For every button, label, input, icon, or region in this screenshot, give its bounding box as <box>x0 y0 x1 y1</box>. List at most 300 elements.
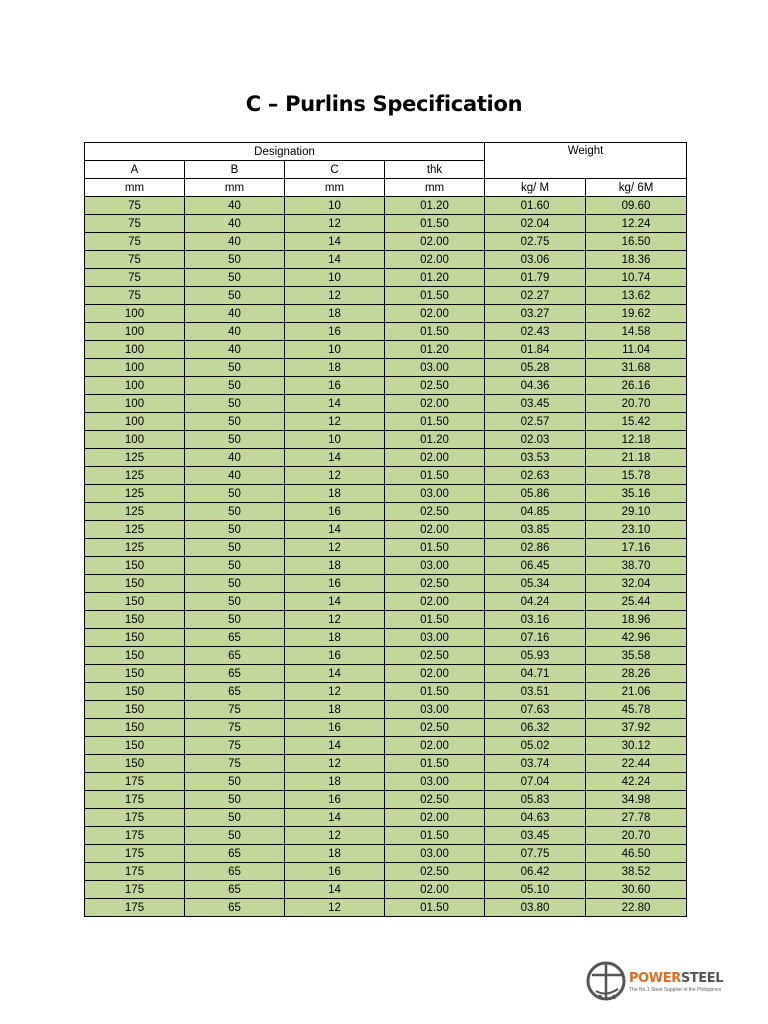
cell-kg-per-m: 05.10 <box>485 881 586 899</box>
cell-b: 65 <box>185 899 285 917</box>
cell-c: 10 <box>285 197 385 215</box>
cell-kg-per-6m: 42.96 <box>586 629 687 647</box>
cell-b: 40 <box>185 197 285 215</box>
cell-c: 18 <box>285 845 385 863</box>
cell-c: 14 <box>285 737 385 755</box>
cell-c: 12 <box>285 755 385 773</box>
cell-kg-per-6m: 09.60 <box>586 197 687 215</box>
cell-b: 50 <box>185 827 285 845</box>
cell-b: 50 <box>185 251 285 269</box>
cell-thk: 03.00 <box>385 359 485 377</box>
cell-a: 175 <box>85 863 185 881</box>
table-row <box>85 647 687 665</box>
cell-a: 100 <box>85 323 185 341</box>
cell-kg-per-6m: 26.16 <box>586 377 687 395</box>
cell-kg-per-m: 03.85 <box>485 521 586 539</box>
cell-a: 75 <box>85 215 185 233</box>
cell-kg-per-6m: 12.24 <box>586 215 687 233</box>
cell-a: 75 <box>85 287 185 305</box>
cell-a: 150 <box>85 647 185 665</box>
cell-c: 18 <box>285 485 385 503</box>
cell-kg-per-m: 05.93 <box>485 647 586 665</box>
cell-c: 18 <box>285 773 385 791</box>
cell-thk: 02.50 <box>385 647 485 665</box>
cell-thk: 01.20 <box>385 431 485 449</box>
cell-kg-per-6m: 12.18 <box>586 431 687 449</box>
units-row <box>85 179 687 197</box>
table-row <box>85 539 687 557</box>
cell-kg-per-6m: 23.10 <box>586 521 687 539</box>
cell-b: 75 <box>185 719 285 737</box>
cell-kg-per-6m: 19.62 <box>586 305 687 323</box>
cell-c: 14 <box>285 251 385 269</box>
cell-c: 16 <box>285 503 385 521</box>
cell-thk: 02.50 <box>385 863 485 881</box>
group-header-row <box>85 143 687 161</box>
table-row <box>85 467 687 485</box>
cell-thk: 02.50 <box>385 575 485 593</box>
cell-thk: 03.00 <box>385 629 485 647</box>
cell-kg-per-m: 02.03 <box>485 431 586 449</box>
cell-kg-per-m: 02.43 <box>485 323 586 341</box>
cell-b: 40 <box>185 305 285 323</box>
cell-a: 175 <box>85 773 185 791</box>
cell-kg-per-6m: 27.78 <box>586 809 687 827</box>
cell-thk: 02.00 <box>385 233 485 251</box>
cell-a: 125 <box>85 521 185 539</box>
cell-kg-per-m: 03.45 <box>485 827 586 845</box>
cell-kg-per-m: 03.51 <box>485 683 586 701</box>
unit-a: mm <box>85 179 185 197</box>
cell-b: 40 <box>185 449 285 467</box>
cell-kg-per-6m: 45.78 <box>586 701 687 719</box>
cell-b: 50 <box>185 791 285 809</box>
cell-b: 40 <box>185 233 285 251</box>
cell-b: 75 <box>185 701 285 719</box>
cell-b: 50 <box>185 809 285 827</box>
cell-c: 16 <box>285 791 385 809</box>
cell-thk: 01.50 <box>385 827 485 845</box>
cell-c: 12 <box>285 611 385 629</box>
cell-b: 50 <box>185 287 285 305</box>
cell-thk: 02.50 <box>385 791 485 809</box>
cell-b: 65 <box>185 629 285 647</box>
cell-b: 65 <box>185 845 285 863</box>
cell-kg-per-m: 02.57 <box>485 413 586 431</box>
cell-thk: 01.50 <box>385 323 485 341</box>
cell-a: 150 <box>85 755 185 773</box>
cell-kg-per-6m: 28.26 <box>586 665 687 683</box>
cell-c: 14 <box>285 665 385 683</box>
cell-a: 75 <box>85 197 185 215</box>
cell-a: 100 <box>85 377 185 395</box>
cell-thk: 02.00 <box>385 305 485 323</box>
table-row <box>85 701 687 719</box>
cell-thk: 01.20 <box>385 341 485 359</box>
cell-c: 12 <box>285 215 385 233</box>
cell-thk: 03.00 <box>385 773 485 791</box>
cell-c: 14 <box>285 395 385 413</box>
cell-kg-per-m: 05.02 <box>485 737 586 755</box>
cell-kg-per-6m: 18.96 <box>586 611 687 629</box>
cell-thk: 01.20 <box>385 269 485 287</box>
table-row <box>85 503 687 521</box>
designation-header: Designation <box>85 143 485 161</box>
cell-kg-per-6m: 32.04 <box>586 575 687 593</box>
cell-kg-per-m: 03.74 <box>485 755 586 773</box>
cell-b: 50 <box>185 593 285 611</box>
table-row <box>85 863 687 881</box>
cell-b: 50 <box>185 359 285 377</box>
cell-kg-per-m: 02.27 <box>485 287 586 305</box>
cell-b: 50 <box>185 395 285 413</box>
cell-b: 65 <box>185 881 285 899</box>
cell-b: 40 <box>185 467 285 485</box>
cell-c: 10 <box>285 431 385 449</box>
cell-kg-per-m: 05.86 <box>485 485 586 503</box>
cell-kg-per-6m: 17.16 <box>586 539 687 557</box>
table-row <box>85 737 687 755</box>
cell-kg-per-6m: 35.16 <box>586 485 687 503</box>
cell-c: 16 <box>285 863 385 881</box>
cell-thk: 02.50 <box>385 719 485 737</box>
table-row <box>85 341 687 359</box>
cell-thk: 03.00 <box>385 485 485 503</box>
cell-a: 75 <box>85 233 185 251</box>
cell-thk: 01.50 <box>385 539 485 557</box>
cell-b: 50 <box>185 431 285 449</box>
cell-thk: 01.50 <box>385 413 485 431</box>
cell-thk: 02.00 <box>385 737 485 755</box>
column-header-thk: thk <box>385 161 485 179</box>
column-header-a: A <box>85 161 185 179</box>
cell-kg-per-6m: 18.36 <box>586 251 687 269</box>
cell-a: 175 <box>85 827 185 845</box>
cell-thk: 02.00 <box>385 449 485 467</box>
cell-kg-per-6m: 16.50 <box>586 233 687 251</box>
cell-kg-per-6m: 37.92 <box>586 719 687 737</box>
cell-a: 150 <box>85 683 185 701</box>
cell-c: 18 <box>285 305 385 323</box>
table-row <box>85 377 687 395</box>
cell-kg-per-m: 03.53 <box>485 449 586 467</box>
cell-kg-per-6m: 25.44 <box>586 593 687 611</box>
cell-c: 12 <box>285 467 385 485</box>
cell-kg-per-m: 04.71 <box>485 665 586 683</box>
cell-a: 175 <box>85 845 185 863</box>
spec-table-body <box>85 197 687 917</box>
cell-kg-per-6m: 38.70 <box>586 557 687 575</box>
cell-kg-per-6m: 29.10 <box>586 503 687 521</box>
cell-kg-per-m: 05.28 <box>485 359 586 377</box>
cell-a: 100 <box>85 305 185 323</box>
cell-a: 125 <box>85 449 185 467</box>
table-row <box>85 593 687 611</box>
cell-thk: 03.00 <box>385 845 485 863</box>
cell-kg-per-m: 07.75 <box>485 845 586 863</box>
cell-c: 12 <box>285 287 385 305</box>
cell-thk: 01.50 <box>385 215 485 233</box>
cell-c: 18 <box>285 629 385 647</box>
cell-a: 75 <box>85 251 185 269</box>
cell-b: 50 <box>185 611 285 629</box>
cell-kg-per-m: 02.04 <box>485 215 586 233</box>
table-row <box>85 629 687 647</box>
table-row <box>85 773 687 791</box>
cell-kg-per-6m: 30.60 <box>586 881 687 899</box>
cell-thk: 01.20 <box>385 197 485 215</box>
table-row <box>85 521 687 539</box>
column-header-b: B <box>185 161 285 179</box>
cell-thk: 02.50 <box>385 503 485 521</box>
cell-b: 50 <box>185 503 285 521</box>
table-row <box>85 269 687 287</box>
table-row <box>85 557 687 575</box>
cell-c: 16 <box>285 575 385 593</box>
table-row <box>85 215 687 233</box>
cell-kg-per-6m: 14.58 <box>586 323 687 341</box>
cell-kg-per-6m: 20.70 <box>586 827 687 845</box>
cell-thk: 03.00 <box>385 701 485 719</box>
cell-c: 14 <box>285 233 385 251</box>
cell-b: 50 <box>185 521 285 539</box>
cell-b: 40 <box>185 323 285 341</box>
cell-kg-per-6m: 15.42 <box>586 413 687 431</box>
cell-b: 50 <box>185 557 285 575</box>
cell-thk: 02.00 <box>385 251 485 269</box>
cell-b: 65 <box>185 665 285 683</box>
cell-kg-per-6m: 21.06 <box>586 683 687 701</box>
cell-a: 150 <box>85 593 185 611</box>
cell-c: 14 <box>285 881 385 899</box>
cell-c: 16 <box>285 719 385 737</box>
cell-b: 40 <box>185 215 285 233</box>
cell-c: 14 <box>285 449 385 467</box>
page-title: C – Purlins Specification <box>245 92 523 116</box>
table-row <box>85 413 687 431</box>
cell-c: 12 <box>285 827 385 845</box>
cell-b: 50 <box>185 269 285 287</box>
table-row <box>85 845 687 863</box>
cell-kg-per-m: 05.83 <box>485 791 586 809</box>
cell-kg-per-6m: 31.68 <box>586 359 687 377</box>
cell-kg-per-6m: 46.50 <box>586 845 687 863</box>
cell-a: 150 <box>85 629 185 647</box>
cell-kg-per-m: 02.86 <box>485 539 586 557</box>
cell-kg-per-6m: 42.24 <box>586 773 687 791</box>
table-row <box>85 449 687 467</box>
cell-a: 125 <box>85 467 185 485</box>
cell-kg-per-m: 06.42 <box>485 863 586 881</box>
cell-c: 14 <box>285 521 385 539</box>
weight-header: Weight <box>485 143 687 179</box>
cell-b: 50 <box>185 539 285 557</box>
globe-logo-icon <box>582 953 634 1009</box>
cell-thk: 01.50 <box>385 467 485 485</box>
cell-a: 175 <box>85 881 185 899</box>
unit-kg-per-m: kg/ M <box>485 179 586 197</box>
cell-thk: 03.00 <box>385 557 485 575</box>
table-row <box>85 287 687 305</box>
table-row <box>85 251 687 269</box>
table-row <box>85 755 687 773</box>
cell-kg-per-m: 01.79 <box>485 269 586 287</box>
cell-a: 150 <box>85 665 185 683</box>
unit-b: mm <box>185 179 285 197</box>
unit-kg-per-6m: kg/ 6M <box>586 179 687 197</box>
cell-c: 16 <box>285 323 385 341</box>
table-row <box>85 395 687 413</box>
cell-a: 175 <box>85 899 185 917</box>
cell-c: 16 <box>285 647 385 665</box>
cell-kg-per-m: 07.63 <box>485 701 586 719</box>
cell-kg-per-m: 03.80 <box>485 899 586 917</box>
table-row <box>85 809 687 827</box>
cell-kg-per-6m: 30.12 <box>586 737 687 755</box>
cell-a: 125 <box>85 539 185 557</box>
table-row <box>85 323 687 341</box>
table-row <box>85 683 687 701</box>
cell-kg-per-m: 01.84 <box>485 341 586 359</box>
cell-c: 12 <box>285 899 385 917</box>
cell-a: 100 <box>85 359 185 377</box>
cell-kg-per-m: 02.63 <box>485 467 586 485</box>
cell-kg-per-m: 06.45 <box>485 557 586 575</box>
logo-wordmark <box>629 971 723 986</box>
cell-kg-per-6m: 34.98 <box>586 791 687 809</box>
cell-b: 75 <box>185 755 285 773</box>
cell-kg-per-6m: 11.04 <box>586 341 687 359</box>
cell-a: 150 <box>85 719 185 737</box>
cell-thk: 02.00 <box>385 593 485 611</box>
cell-thk: 02.00 <box>385 521 485 539</box>
cell-thk: 02.00 <box>385 665 485 683</box>
cell-kg-per-6m: 38.52 <box>586 863 687 881</box>
cell-b: 65 <box>185 647 285 665</box>
cell-thk: 01.50 <box>385 899 485 917</box>
cell-c: 18 <box>285 701 385 719</box>
logo-word-steel: STEEL <box>680 971 724 986</box>
table-row <box>85 233 687 251</box>
cell-a: 100 <box>85 431 185 449</box>
cell-kg-per-6m: 35.58 <box>586 647 687 665</box>
cell-c: 10 <box>285 269 385 287</box>
table-row <box>85 791 687 809</box>
cell-thk: 01.50 <box>385 287 485 305</box>
cell-kg-per-m: 03.27 <box>485 305 586 323</box>
table-row <box>85 665 687 683</box>
cell-a: 75 <box>85 269 185 287</box>
table-row <box>85 719 687 737</box>
cell-b: 75 <box>185 737 285 755</box>
table-row <box>85 485 687 503</box>
cell-a: 175 <box>85 809 185 827</box>
cell-kg-per-m: 05.34 <box>485 575 586 593</box>
cell-b: 50 <box>185 575 285 593</box>
cell-b: 65 <box>185 683 285 701</box>
cell-kg-per-m: 04.85 <box>485 503 586 521</box>
table-row <box>85 305 687 323</box>
cell-b: 50 <box>185 485 285 503</box>
cell-thk: 02.00 <box>385 881 485 899</box>
logo-tagline: The No.1 Steel Supplier in the Philippines <box>629 987 722 993</box>
cell-c: 12 <box>285 539 385 557</box>
cell-a: 100 <box>85 413 185 431</box>
cell-a: 125 <box>85 503 185 521</box>
table-row <box>85 431 687 449</box>
cell-c: 12 <box>285 683 385 701</box>
cell-a: 175 <box>85 791 185 809</box>
cell-c: 12 <box>285 413 385 431</box>
cell-thk: 02.50 <box>385 377 485 395</box>
cell-kg-per-6m: 21.18 <box>586 449 687 467</box>
logo-word-power: POWER <box>629 971 681 986</box>
cell-c: 14 <box>285 593 385 611</box>
cell-kg-per-m: 02.75 <box>485 233 586 251</box>
table-row <box>85 611 687 629</box>
cell-b: 50 <box>185 377 285 395</box>
cell-thk: 01.50 <box>385 611 485 629</box>
cell-kg-per-6m: 22.44 <box>586 755 687 773</box>
cell-kg-per-m: 03.16 <box>485 611 586 629</box>
cell-c: 10 <box>285 341 385 359</box>
cell-a: 150 <box>85 575 185 593</box>
cell-kg-per-6m: 10.74 <box>586 269 687 287</box>
cell-a: 100 <box>85 341 185 359</box>
cell-b: 50 <box>185 413 285 431</box>
table-row <box>85 827 687 845</box>
table-row <box>85 575 687 593</box>
cell-thk: 02.00 <box>385 809 485 827</box>
cell-c: 16 <box>285 377 385 395</box>
cell-c: 18 <box>285 557 385 575</box>
cell-thk: 02.00 <box>385 395 485 413</box>
cell-kg-per-m: 04.24 <box>485 593 586 611</box>
unit-c: mm <box>285 179 385 197</box>
cell-kg-per-6m: 22.80 <box>586 899 687 917</box>
cell-a: 150 <box>85 737 185 755</box>
cell-c: 18 <box>285 359 385 377</box>
column-header-c: C <box>285 161 385 179</box>
cell-kg-per-6m: 20.70 <box>586 395 687 413</box>
cell-kg-per-6m: 15.78 <box>586 467 687 485</box>
cell-b: 50 <box>185 773 285 791</box>
cell-a: 150 <box>85 701 185 719</box>
cell-kg-per-m: 04.36 <box>485 377 586 395</box>
unit-thk: mm <box>385 179 485 197</box>
cell-a: 150 <box>85 557 185 575</box>
cell-b: 65 <box>185 863 285 881</box>
cell-kg-per-m: 07.04 <box>485 773 586 791</box>
table-row <box>85 899 687 917</box>
cell-thk: 01.50 <box>385 755 485 773</box>
cell-a: 100 <box>85 395 185 413</box>
cell-kg-per-m: 06.32 <box>485 719 586 737</box>
cell-kg-per-m: 01.60 <box>485 197 586 215</box>
cell-kg-per-m: 04.63 <box>485 809 586 827</box>
powersteel-logo <box>582 953 732 1009</box>
table-row <box>85 359 687 377</box>
cell-a: 125 <box>85 485 185 503</box>
cell-thk: 01.50 <box>385 683 485 701</box>
cell-kg-per-m: 03.06 <box>485 251 586 269</box>
cell-b: 40 <box>185 341 285 359</box>
cell-kg-per-m: 07.16 <box>485 629 586 647</box>
cell-kg-per-m: 03.45 <box>485 395 586 413</box>
cell-c: 14 <box>285 809 385 827</box>
cell-a: 150 <box>85 611 185 629</box>
cell-kg-per-6m: 13.62 <box>586 287 687 305</box>
